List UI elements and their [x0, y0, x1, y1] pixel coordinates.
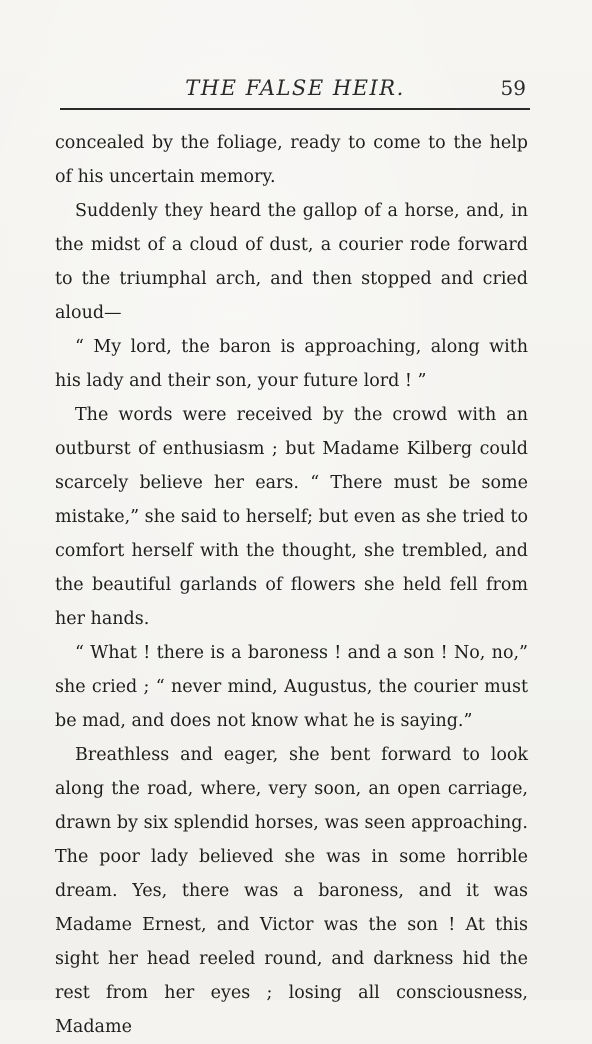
body-text [55, 126, 528, 1044]
paragraph: Breathless and eager, she bent forward to look along the road, where, very soon, an open carriage, drawn by six splendid horses, was seen approaching. The poor lady believed she was in some horrible dream. Yes, there was a baroness, and it was Madame Ernest, and Victor was the son ! At this sight her head reeled round, and darkness hid the rest from her eyes ; losing all consciousness, Madame [55, 745, 528, 1037]
paragraph: The words were received by the crowd with an outburst of enthusiasm ; but Madame Kilberg could scarcely believe her ears. “ There must be some mistake,” she said to herself; but even as she tried to comfort herself with the thought, she trembled, and the beautiful garlands of flowers she held fell from her hands. [55, 405, 528, 629]
paragraph: concealed by the foliage, ready to come to the help of his uncertain memory. [55, 133, 528, 187]
paragraph: Suddenly they heard the gallop of a horse, and, in the midst of a cloud of dust, a courier rode forward to the triumphal arch, and then stopped and cried aloud— [55, 201, 528, 323]
page-number: 59 [500, 76, 526, 100]
page-header [60, 72, 530, 112]
paragraph: “ My lord, the baron is approaching, along with his lady and their son, your future lord ! ” [55, 337, 528, 391]
running-title: THE FALSE HEIR. [185, 76, 405, 100]
paragraph: “ What ! there is a baroness ! and a son ! No, no,” she cried ; “ never mind, Augustus, the courier must be mad, and does not know what he is saying.” [55, 643, 528, 731]
header-rule [60, 108, 530, 110]
